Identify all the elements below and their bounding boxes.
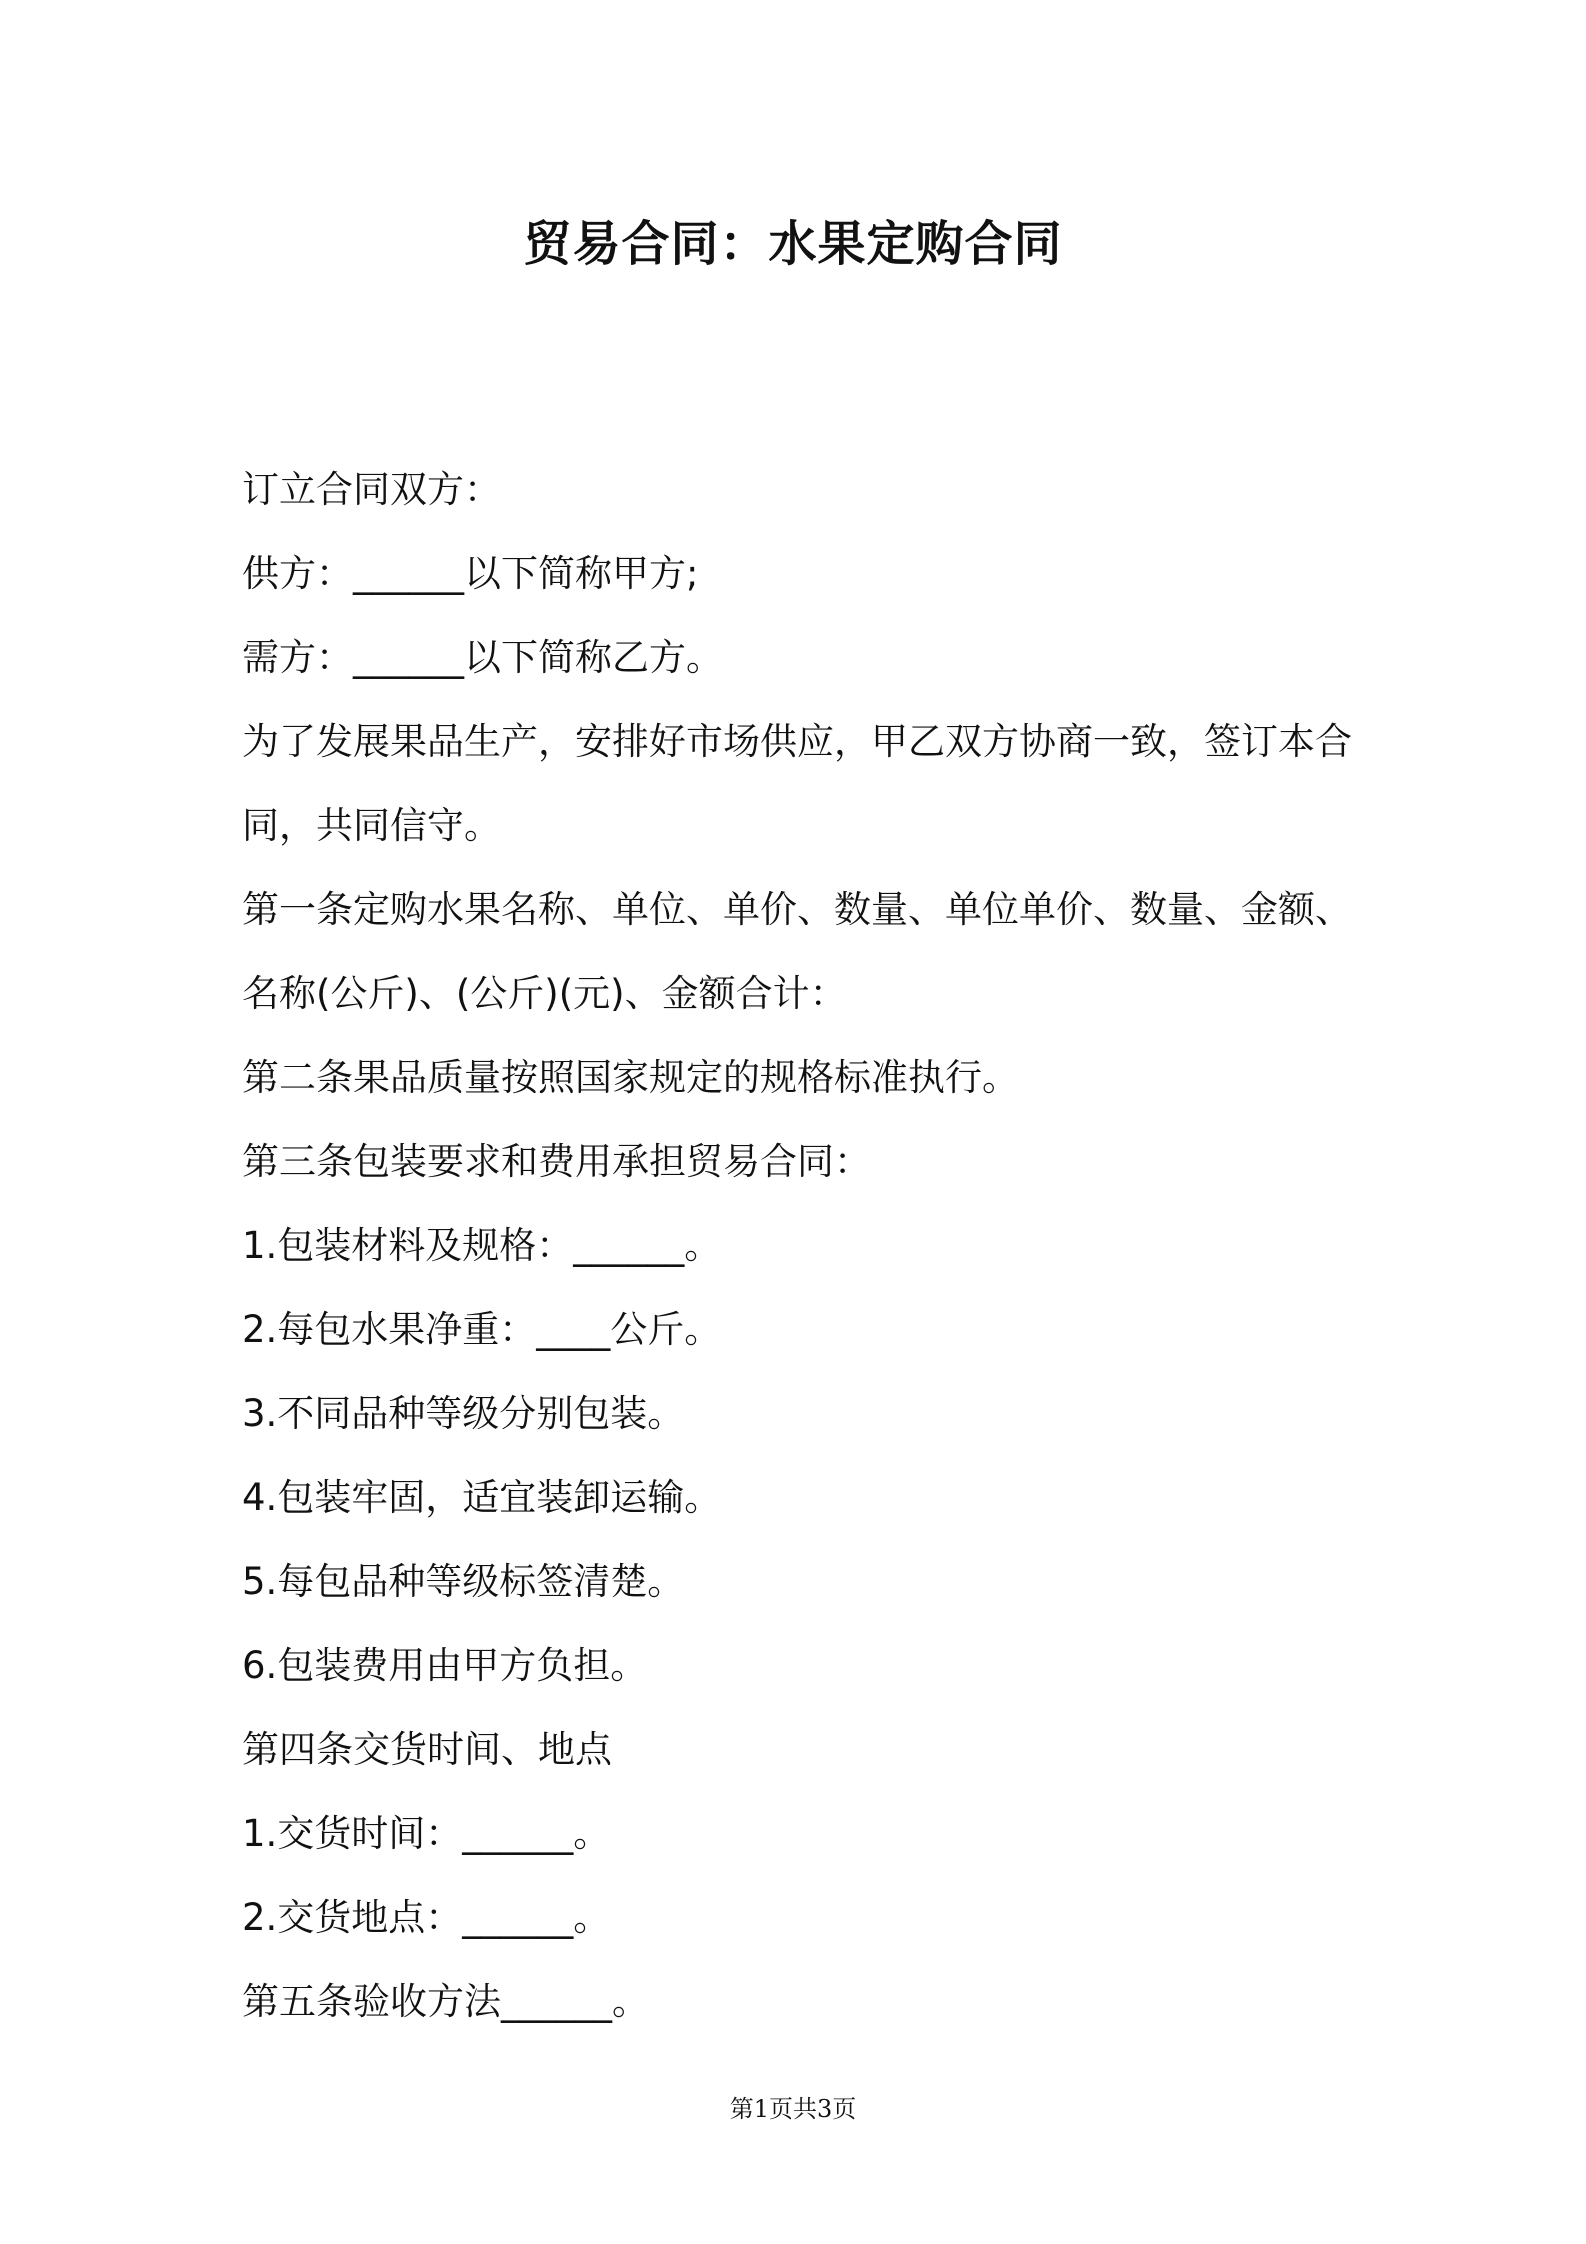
text-line: 名称(公斤)、(公斤)(元)、金额合计：	[242, 972, 847, 1015]
text-line: 需方：______以下简称乙方。	[242, 636, 723, 679]
text-line: 第二条果品质量按照国家规定的规格标准执行。	[242, 1056, 1019, 1099]
document-title: 贸易合同：水果定购合同	[523, 216, 1063, 272]
text-line: 第五条验收方法______。	[242, 1980, 649, 2023]
document-body	[242, 448, 1362, 2044]
text-line: 第一条定购水果名称、单位、单价、数量、单位单价、数量、金额、	[242, 888, 1352, 931]
text-line: 第三条包装要求和费用承担贸易合同：	[242, 1140, 871, 1183]
text-line: 2.交货地点：______。	[242, 1896, 611, 1939]
text-line: 3.不同品种等级分别包装。	[242, 1392, 685, 1435]
page-footer: 第1页共3页	[729, 2095, 857, 2123]
text-line: 供方：______以下简称甲方;	[242, 552, 699, 595]
text-line: 1.包装材料及规格：______。	[242, 1224, 722, 1267]
text-line: 4.包装牢固，适宜装卸运输。	[242, 1476, 722, 1519]
text-line: 为了发展果品生产，安排好市场供应，甲乙双方协商一致，签订本合	[242, 720, 1352, 763]
text-line: 1.交货时间：______。	[242, 1812, 611, 1855]
text-line: 6.包装费用由甲方负担。	[242, 1644, 648, 1687]
text-line: 订立合同双方：	[242, 468, 501, 511]
text-line: 第四条交货时间、地点	[242, 1728, 612, 1771]
text-line: 2.每包水果净重：____公斤。	[242, 1308, 722, 1351]
text-line: 5.每包品种等级标签清楚。	[242, 1560, 685, 1603]
text-line: 同，共同信守。	[242, 804, 501, 847]
